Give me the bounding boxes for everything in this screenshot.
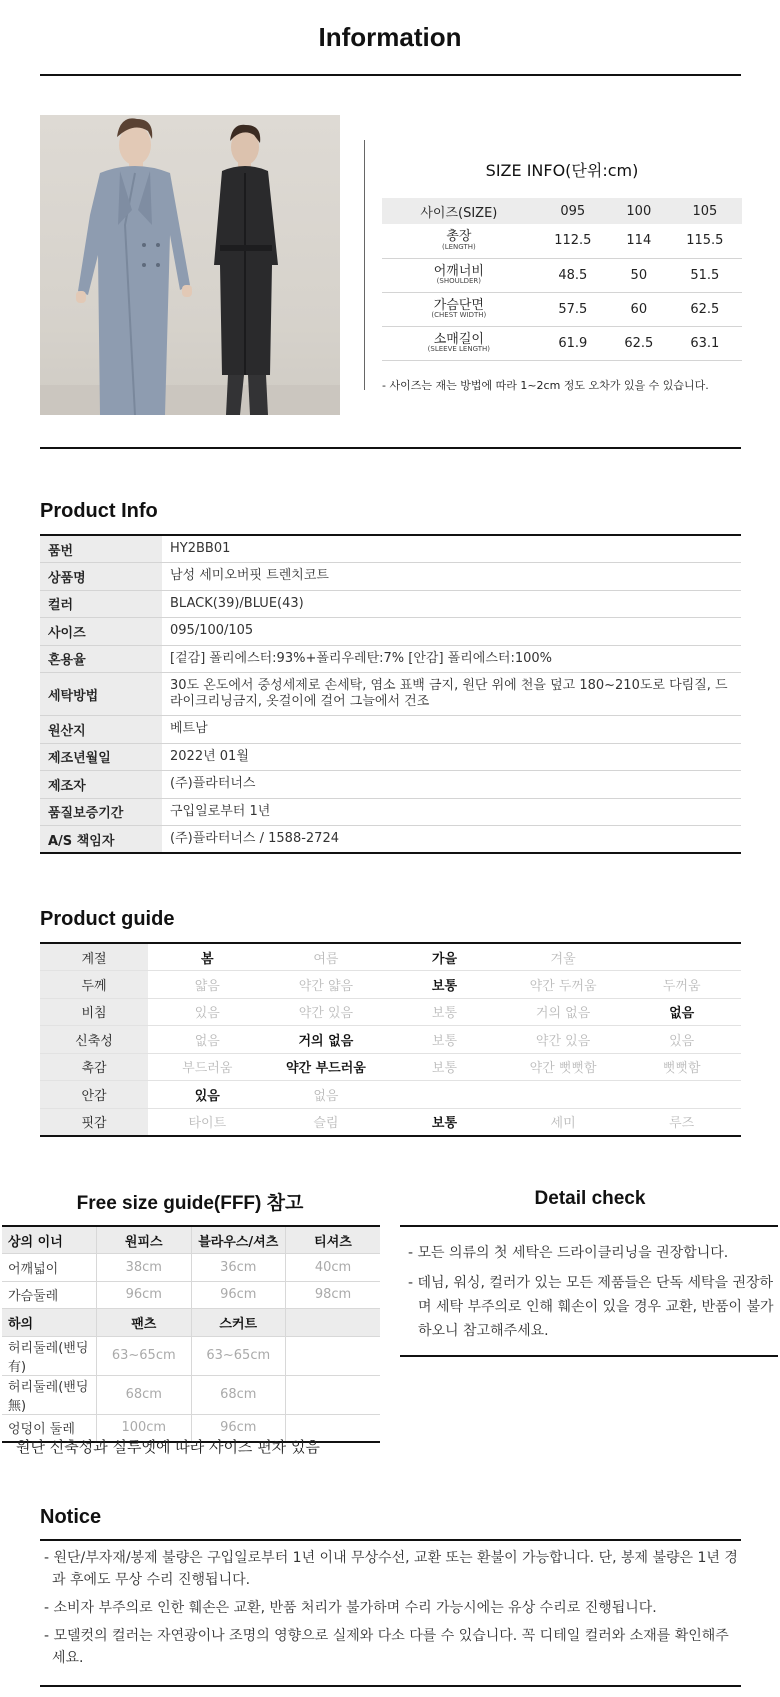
size-row <box>382 326 742 360</box>
size-value: 112.5 <box>536 224 610 258</box>
info-key: A/S 책임자 <box>40 826 162 854</box>
size-header-cell: 095 <box>536 198 610 224</box>
guide-option: 부드러움 <box>148 1053 267 1081</box>
model-photo <box>40 115 340 415</box>
size-value: 62.5 <box>668 292 742 326</box>
guide-option <box>504 1081 623 1109</box>
size-row-label: 가슴단면 (CHEST WIDTH) <box>382 292 536 326</box>
info-key: 제조년월일 <box>40 743 162 771</box>
info-value: BLACK(39)/BLUE(43) <box>162 590 741 618</box>
free-size-cell: 68cm <box>191 1375 286 1414</box>
guide-row <box>40 1081 741 1109</box>
size-value: 62.5 <box>610 326 668 360</box>
info-value: 095/100/105 <box>162 618 741 646</box>
size-value: 51.5 <box>668 258 742 292</box>
product-guide-title: Product guide <box>40 908 175 930</box>
guide-row <box>40 998 741 1026</box>
free-size-cell: 허리둘레(밴딩無) <box>2 1375 97 1414</box>
free-size-cell: 100cm <box>97 1414 192 1442</box>
guide-option: 봄 <box>148 943 267 971</box>
guide-row <box>40 1108 741 1136</box>
page-title: Information <box>318 22 462 52</box>
guide-option <box>622 943 741 971</box>
free-size-cell: 허리둘레(밴딩有) <box>2 1336 97 1375</box>
size-header-cell: 사이즈(SIZE) <box>382 198 536 224</box>
guide-option: 약간 두꺼움 <box>504 971 623 999</box>
guide-option: 세미 <box>504 1108 623 1136</box>
guide-option: 여름 <box>267 943 386 971</box>
guide-key: 두께 <box>40 971 148 999</box>
free-size-cell: 63~65cm <box>191 1336 286 1375</box>
size-value: 61.9 <box>536 326 610 360</box>
size-value: 115.5 <box>668 224 742 258</box>
info-key: 품번 <box>40 535 162 563</box>
free-size-note: 원단 신축성과 실루엣에 따라 사이즈 편차 있음 <box>16 1438 320 1456</box>
info-key: 상품명 <box>40 563 162 591</box>
info-key: 원산지 <box>40 716 162 744</box>
vertical-divider <box>364 140 365 390</box>
size-info-title: SIZE INFO(단위:cm) <box>485 161 639 180</box>
info-row <box>40 563 741 591</box>
info-row <box>40 743 741 771</box>
free-size-cell: 36cm <box>191 1254 286 1282</box>
guide-option: 보통 <box>385 1053 504 1081</box>
info-value: 베트남 <box>162 716 741 744</box>
guide-option: 가을 <box>385 943 504 971</box>
guide-option: 슬림 <box>267 1108 386 1136</box>
free-size-table <box>2 1225 380 1443</box>
free-size-cell: 엉덩이 둘레 <box>2 1414 97 1442</box>
free-size-cell: 하의 <box>2 1309 97 1337</box>
size-row-label: 소매길이 (SLEEVE LENGTH) <box>382 326 536 360</box>
guide-option: 타이트 <box>148 1108 267 1136</box>
guide-option: 없음 <box>267 1081 386 1109</box>
info-value: 남성 세미오버핏 트렌치코트 <box>162 563 741 591</box>
guide-option: 얇음 <box>148 971 267 999</box>
guide-option: 약간 뻣뻣함 <box>504 1053 623 1081</box>
free-size-cell: 98cm <box>286 1281 381 1309</box>
free-size-row <box>2 1254 380 1282</box>
notice-item: - 모델컷의 컬러는 자연광이나 조명의 영향으로 실제와 다소 다를 수 있습니다. 꼭 디테일 컬러와 소재를 확인해주세요. <box>44 1628 729 1666</box>
size-row-label: 총장 (LENGTH) <box>382 224 536 258</box>
guide-row <box>40 943 741 971</box>
info-row <box>40 673 741 716</box>
free-size-header-row <box>2 1226 380 1254</box>
free-size-row <box>2 1375 380 1414</box>
guide-option: 보통 <box>385 998 504 1026</box>
guide-option: 약간 얇음 <box>267 971 386 999</box>
detail-check-title: Detail check <box>534 1188 646 1209</box>
free-size-row <box>2 1281 380 1309</box>
info-value: 30도 온도에서 중성세제로 손세탁, 염소 표백 금지, 원단 위에 천을 덮고 180~210도로 다림질, 드라이크리닝금지, 옷걸이에 걸어 그늘에서 건조 <box>162 673 741 716</box>
guide-option: 보통 <box>385 1026 504 1054</box>
free-size-cell <box>286 1375 381 1414</box>
free-size-cell: 원피스 <box>97 1226 192 1254</box>
info-key: 제조자 <box>40 771 162 799</box>
guide-option: 있음 <box>148 998 267 1026</box>
product-info-title: Product Info <box>40 500 158 522</box>
info-row <box>40 771 741 799</box>
detail-check-item: - 데님, 워싱, 컬러가 있는 모든 제품들은 단독 세탁을 권장하며 세탁 부주의로 인해 훼손이 있을 경우 교환, 반품이 불가하오니 참고해주세요. <box>408 1275 774 1339</box>
guide-option: 없음 <box>622 998 741 1026</box>
guide-key: 신축성 <box>40 1026 148 1054</box>
info-value: (주)플라터너스 / 1588-2724 <box>162 826 741 854</box>
size-row <box>382 258 742 292</box>
guide-option: 거의 없음 <box>504 998 623 1026</box>
info-value: [겉감] 폴리에스터:93%+폴리우레탄:7% [안감] 폴리에스터:100% <box>162 645 741 673</box>
guide-option: 두꺼움 <box>622 971 741 999</box>
size-value: 57.5 <box>536 292 610 326</box>
guide-key: 촉감 <box>40 1053 148 1081</box>
free-size-cell: 블라우스/셔츠 <box>191 1226 286 1254</box>
guide-key: 계절 <box>40 943 148 971</box>
info-key: 사이즈 <box>40 618 162 646</box>
product-info-table <box>40 534 741 854</box>
notice-item: - 원단/부자재/봉제 불량은 구입일로부터 1년 이내 무상수선, 교환 또는 환불이 가능합니다. 단, 봉제 불량은 1년 경과 후에도 무상 수리 진행됩니다. <box>44 1550 738 1588</box>
info-key: 혼용율 <box>40 645 162 673</box>
free-size-cell: 팬츠 <box>97 1309 192 1337</box>
size-value: 48.5 <box>536 258 610 292</box>
free-size-cell: 가슴둘레 <box>2 1281 97 1309</box>
guide-option: 겨울 <box>504 943 623 971</box>
size-header-cell: 105 <box>668 198 742 224</box>
size-row <box>382 224 742 258</box>
info-value: 구입일로부터 1년 <box>162 798 741 826</box>
info-value: 2022년 01월 <box>162 743 741 771</box>
free-size-cell: 96cm <box>191 1414 286 1442</box>
notice-item: - 소비자 부주의로 인한 훼손은 교환, 반품 처리가 불가하며 수리 가능시에는 유상 수리로 진행됩니다. <box>44 1600 657 1616</box>
info-row <box>40 590 741 618</box>
size-row-label: 어깨너비 (SHOULDER) <box>382 258 536 292</box>
guide-key: 핏감 <box>40 1108 148 1136</box>
section-divider <box>40 447 741 449</box>
guide-option: 없음 <box>148 1026 267 1054</box>
free-size-cell: 38cm <box>97 1254 192 1282</box>
guide-option: 약간 있음 <box>267 998 386 1026</box>
free-size-cell: 63~65cm <box>97 1336 192 1375</box>
info-value: HY2BB01 <box>162 535 741 563</box>
size-row <box>382 292 742 326</box>
guide-option <box>622 1081 741 1109</box>
size-header-cell: 100 <box>610 198 668 224</box>
guide-option: 있음 <box>622 1026 741 1054</box>
free-size-title: Free size guide(FFF) 참고 <box>76 1193 304 1214</box>
size-value: 114 <box>610 224 668 258</box>
product-guide-table <box>40 942 741 1137</box>
free-size-cell: 96cm <box>191 1281 286 1309</box>
info-row <box>40 535 741 563</box>
top-divider <box>40 74 741 76</box>
info-row <box>40 618 741 646</box>
guide-option: 약간 있음 <box>504 1026 623 1054</box>
free-size-cell: 68cm <box>97 1375 192 1414</box>
info-key: 세탁방법 <box>40 673 162 716</box>
guide-option: 루즈 <box>622 1108 741 1136</box>
size-table <box>382 198 742 361</box>
guide-option: 뻣뻣함 <box>622 1053 741 1081</box>
size-header-row <box>382 198 742 224</box>
info-row <box>40 826 741 854</box>
free-size-cell: 어깨넓이 <box>2 1254 97 1282</box>
notice-title: Notice <box>40 1506 102 1528</box>
size-value: 60 <box>610 292 668 326</box>
free-size-cell: 상의 이너 <box>2 1226 97 1254</box>
free-size-cell: 티셔츠 <box>286 1226 381 1254</box>
guide-row <box>40 1026 741 1054</box>
info-row <box>40 716 741 744</box>
size-value: 63.1 <box>668 326 742 360</box>
free-size-cell <box>286 1336 381 1375</box>
info-key: 품질보증기간 <box>40 798 162 826</box>
guide-row <box>40 1053 741 1081</box>
free-size-row <box>2 1336 380 1375</box>
guide-option <box>385 1081 504 1109</box>
guide-key: 비침 <box>40 998 148 1026</box>
info-row <box>40 798 741 826</box>
free-size-header-row <box>2 1309 380 1337</box>
guide-option: 있음 <box>148 1081 267 1109</box>
free-size-cell: 96cm <box>97 1281 192 1309</box>
guide-option: 보통 <box>385 971 504 999</box>
free-size-cell: 스커트 <box>191 1309 286 1337</box>
size-value: 50 <box>610 258 668 292</box>
guide-option: 약간 부드러움 <box>267 1053 386 1081</box>
guide-key: 안감 <box>40 1081 148 1109</box>
guide-option: 보통 <box>385 1108 504 1136</box>
free-size-cell: 40cm <box>286 1254 381 1282</box>
detail-check-box <box>400 1225 778 1357</box>
free-size-cell <box>286 1309 381 1337</box>
size-note: - 사이즈는 재는 방법에 따라 1~2cm 정도 오차가 있을 수 있습니다. <box>382 379 709 392</box>
guide-option: 거의 없음 <box>267 1026 386 1054</box>
guide-row <box>40 971 741 999</box>
info-row <box>40 645 741 673</box>
models-illustration <box>40 115 340 415</box>
notice-box <box>40 1539 741 1687</box>
detail-check-item: - 모든 의류의 첫 세탁은 드라이클리닝을 권장합니다. <box>408 1245 729 1261</box>
info-key: 컬러 <box>40 590 162 618</box>
info-value: (주)플라터너스 <box>162 771 741 799</box>
